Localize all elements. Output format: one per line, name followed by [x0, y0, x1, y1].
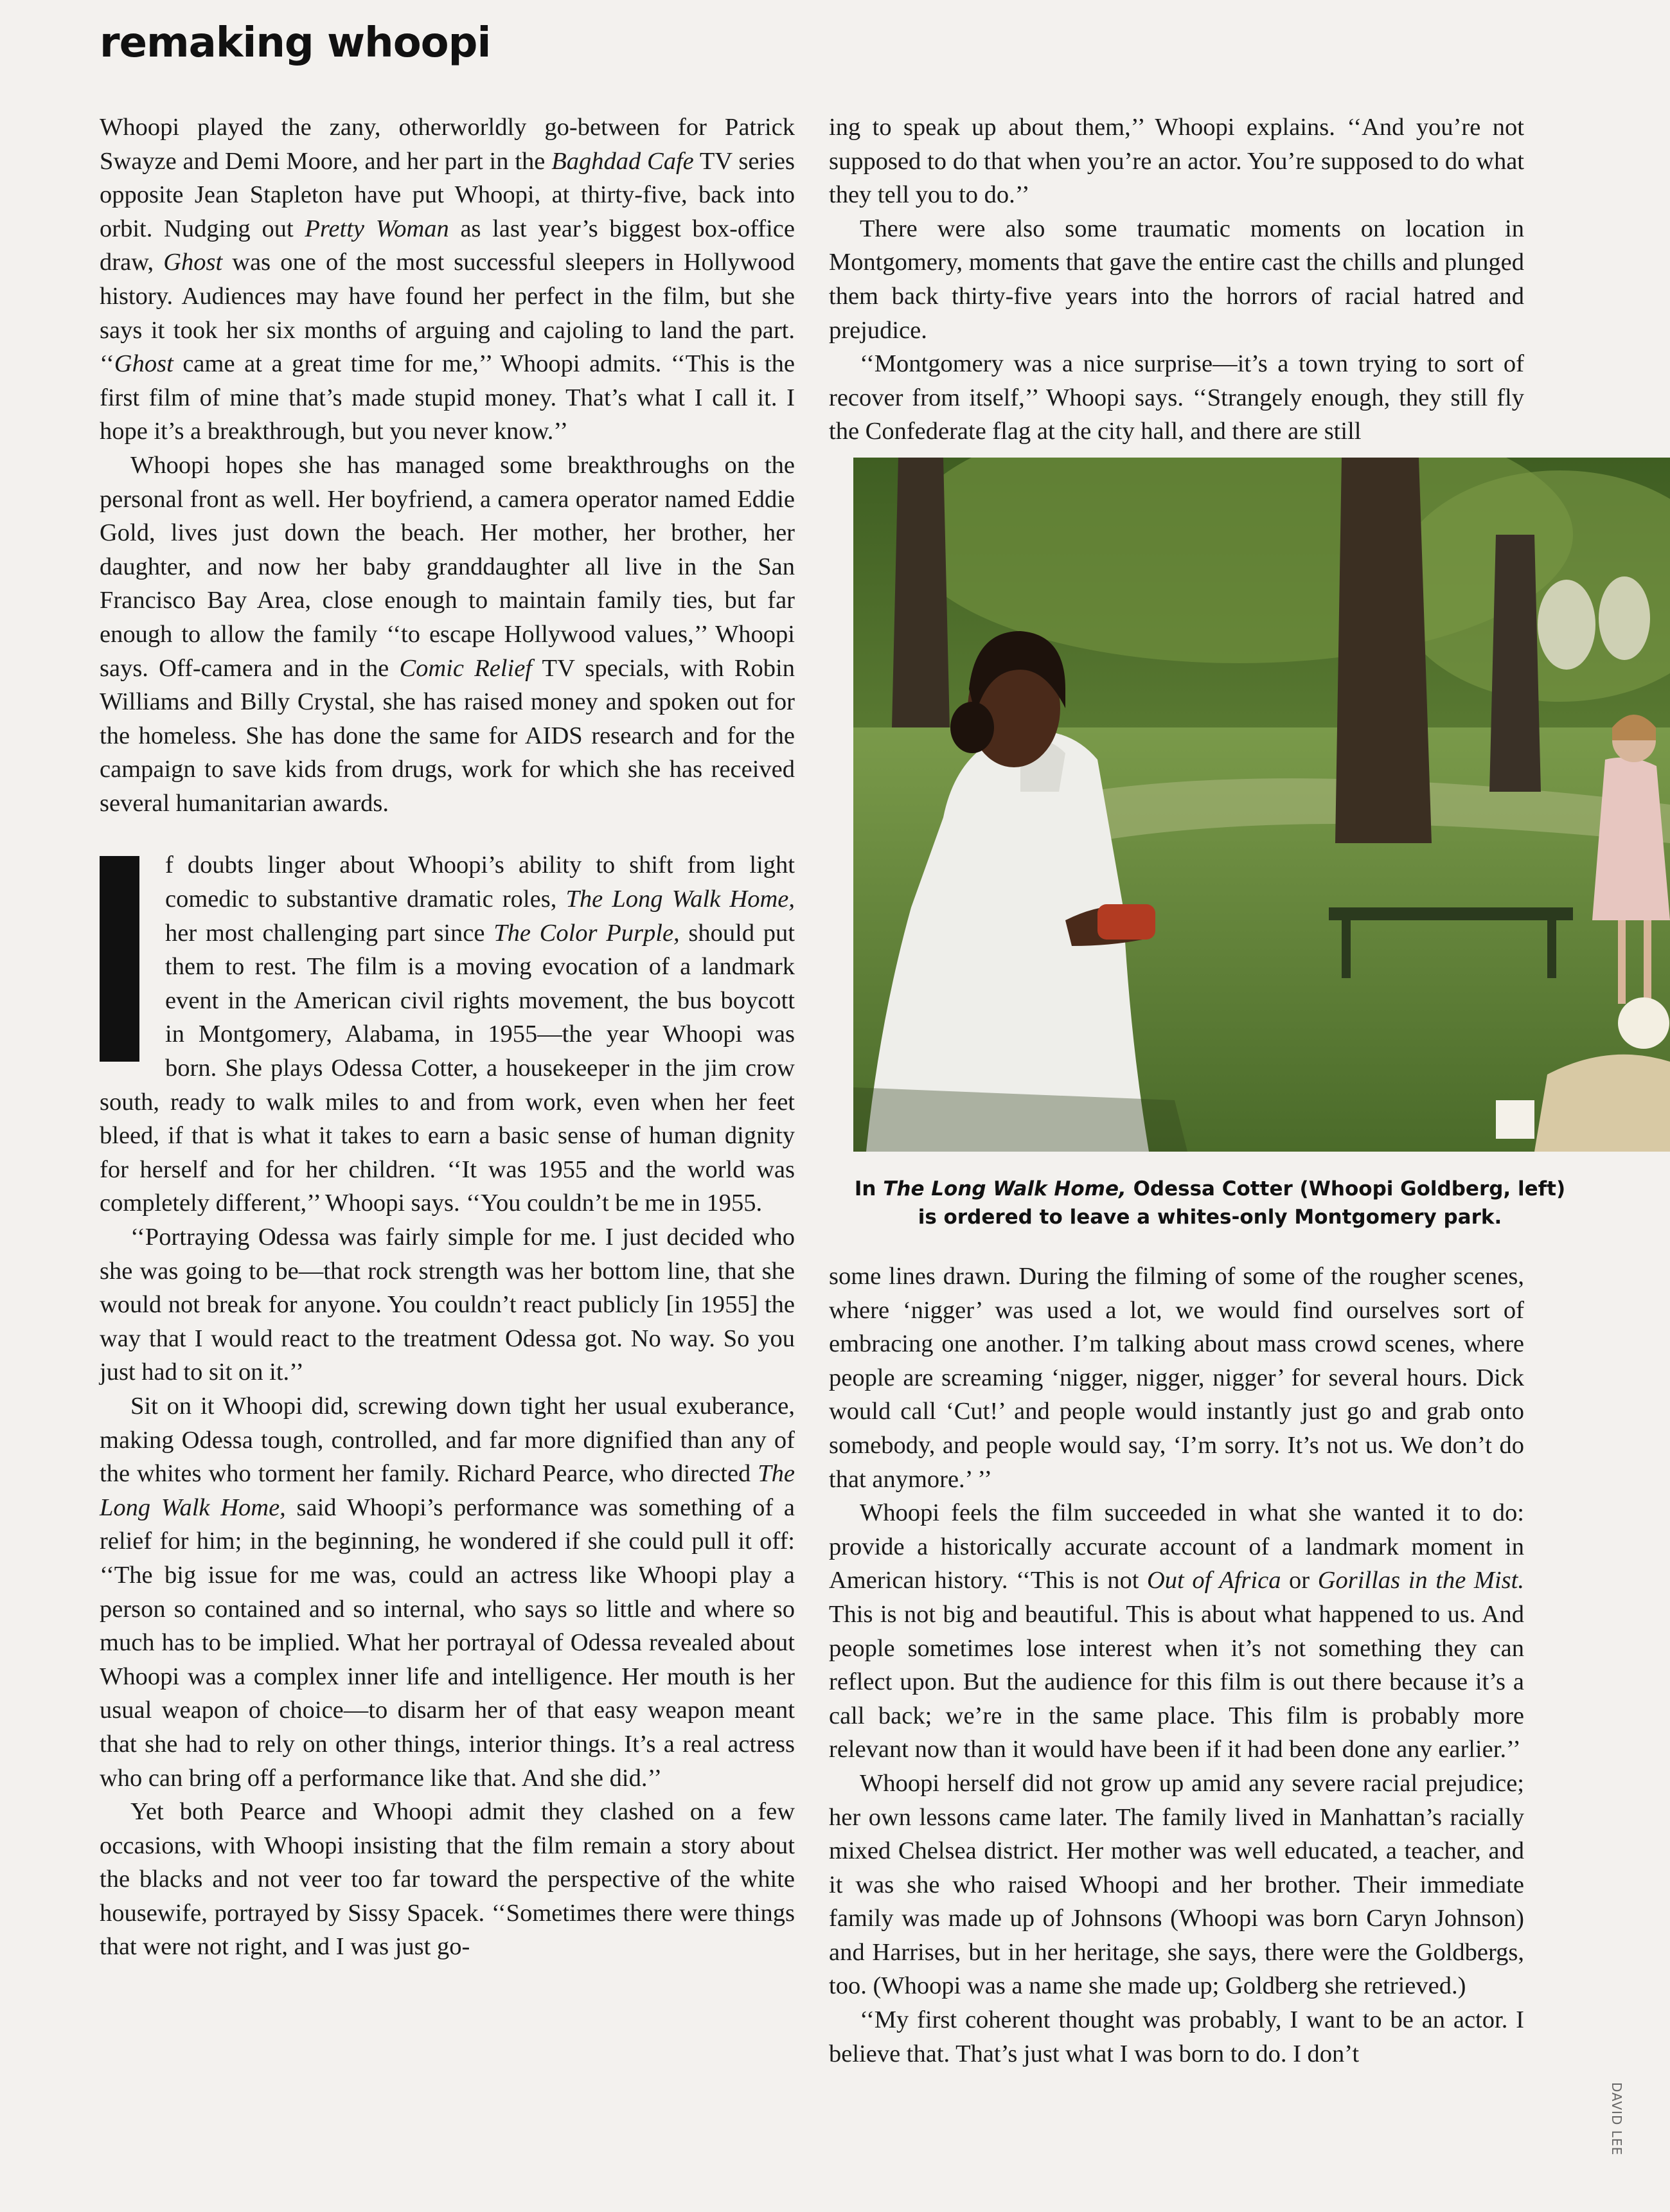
paragraph: f doubts linger about Whoopi’s ability to shift from light comedic to substantive dramatic roles, The Long Walk Home, her most challenging part since The Color Purple, should put them to rest. The film is a moving evocation of a landmark event in the American civil rights movement, the bus boycott in Montgomery, Alabama, in 1955—the year Whoopi was born. She plays Odessa Cotter, a housekeeper in the jim crow south, ready to walk miles to and from work, even when her feet bleed, if that is what it takes to earn a basic sense of human dignity for herself and for her children. ‘‘It was 1955 and the world was completely different,’’ Whoopi says. ‘‘You couldn’t be me in 1955. [100, 852, 795, 1217]
paragraph: Yet both Pearce and Whoopi admit they clashed on a few occasions, with Whoopi insisting that the film remain a story about the blacks and not veer too far toward the perspective of the white housewife, portrayed by Sissy Spacek. ‘‘Sometimes there were things that were not right, and I was just go- [100, 1798, 795, 1961]
paragraph: Whoopi herself did not grow up amid any severe racial prejudice; her own lessons came later. The family lived in Manhattan’s racially mixed Chelsea district. Her mother was well educated, a teacher, and it was she who raised Whoopi and her brother. Their immediate family was made up of Johnsons (Whoopi was born Caryn Johnson) and Harrises, but in her heritage, she says, there were the Goldbergs, too. (Whoopi was a name she made up; Goldberg she retrieved.) [829, 1769, 1524, 2000]
paragraph: Whoopi hopes she has managed some breakthroughs on the personal front as well. Her boyfriend, a camera operator named Eddie Gold, lives just down the beach. Her mother, her brother, her daughter, and now her baby granddaughter all live in the San Francisco Bay Area, close enough to maintain family ties, but far enough to allow the family ‘‘to escape Hollywood values,’’ Whoopi says. Off-camera and in the Comic Relief TV specials, with Robin Williams and Billy Crystal, she has raised money and spoken out for the homeless. She has done the same for AIDS research and for the campaign to save kids from drugs, work for which she has received several humanitarian awards. [100, 451, 795, 817]
paragraph: some lines drawn. During the filming of some of the rougher scenes, where ‘nigger’ was used a lot, we would find ourselves sort of embracing one another. I’m talking about mass crowd scenes, where people are screaming ‘nigger, nigger, nigger’ for several hours. Dick would call ‘Cut!’ and people would instantly just go and grab onto somebody, and people would say, ‘I’m sorry. It’s not us. We don’t do that anymore.’ ’’ [829, 1263, 1524, 1493]
drop-cap-i [100, 856, 139, 1062]
paragraph: ‘‘Montgomery was a nice surprise—it’s a town trying to sort of recover from itself,’’ Whoopi says. ‘‘Strangely enough, they still fly the Confederate flag at the city hall, and there are still [829, 350, 1524, 445]
paragraph: Sit on it Whoopi did, screwing down tight her usual exuberance, making Odessa tough, controlled, and far more dignified than any of the whites who torment her family. Richard Pearce, who directed The Long Walk Home, said Whoopi’s performance was something of a relief for him; in the beginning, he wondered if she could pull it off: ‘‘The big issue for me was, could an actress like Whoopi play a person so contained and so internal, who says so little and where so much has to be implied. What her portrayal of Odessa revealed about Whoopi was a complex inner life and intelligence. Her mouth is her usual weapon of choice—to disarm her of that easy weapon meant that she had to rely on other things, interior things. It’s a real actress who can bring off a performance like that. And she did.’’ [100, 1392, 795, 1792]
paragraph: There were also some traumatic moments on location in Montgomery, moments that gave the entire cast the chills and plunged them back thirty-five years into the horrors of racial hatred and prejudice. [829, 215, 1524, 344]
paragraph: ‘‘My first coherent thought was probably, I want to be an actor. I believe that. That’s just what I was born to do. I don’t [829, 2006, 1524, 2067]
column-left [100, 111, 795, 1964]
film-still-photo [853, 458, 1670, 1152]
photo-credit: DAVID LEE [1609, 2082, 1624, 2156]
paragraph: ‘‘Portraying Odessa was fairly simple for me. I just decided who she was going to be—that rock strength was her bottom line, that she would not break for anyone. You couldn’t react publicly [in 1955] the way that I would react to the treatment Odessa got. No way. So you just had to sit on it.’’ [100, 1224, 795, 1386]
photo-caption: In The Long Walk Home, Odessa Cotter (Whoopi Goldberg, left) is ordered to leave a whites-only Montgomery park. [854, 1177, 1566, 1229]
headline: remaking whoopi [100, 19, 491, 67]
paragraph: Whoopi feels the film succeeded in what she wanted it to do: provide a historically accurate account of a landmark moment in American history. ‘‘This is not Out of Africa or Gorillas in the Mist. This is not big and beautiful. This is about what happened to us. And people sometimes lose interest when it’s not something they can reflect upon. But the audience for this film is out there because it’s a call back; we’re in the same place. This film is probably more relevant now than it would have been if it had been done any earlier.’’ [829, 1499, 1524, 1763]
column-right-bottom [829, 1260, 1524, 2071]
paragraph: Whoopi played the zany, otherworldly go-between for Patrick Swayze and Demi Moore, and her part in the Baghdad Cafe TV series opposite Jean Stapleton have put Whoopi, at thirty-five, back into orbit. Nudging out Pretty Woman as last year’s biggest box-office draw, Ghost was one of the most successful sleepers in Hollywood history. Audiences may have found her perfect in the film, but she says it took her six months of arguing and cajoling to land the part. ‘‘Ghost came at a great time for me,’’ Whoopi admits. ‘‘This is the first film of mine that’s made stupid money. That’s what I call it. I hope it’s a breakthrough, but you never know.’’ [100, 114, 795, 445]
column-right-top [829, 111, 1524, 449]
paragraph: ing to speak up about them,’’ Whoopi explains. ‘‘And you’re not supposed to do that when you’re an actor. You’re supposed to do what they tell you to do.’’ [829, 114, 1524, 209]
